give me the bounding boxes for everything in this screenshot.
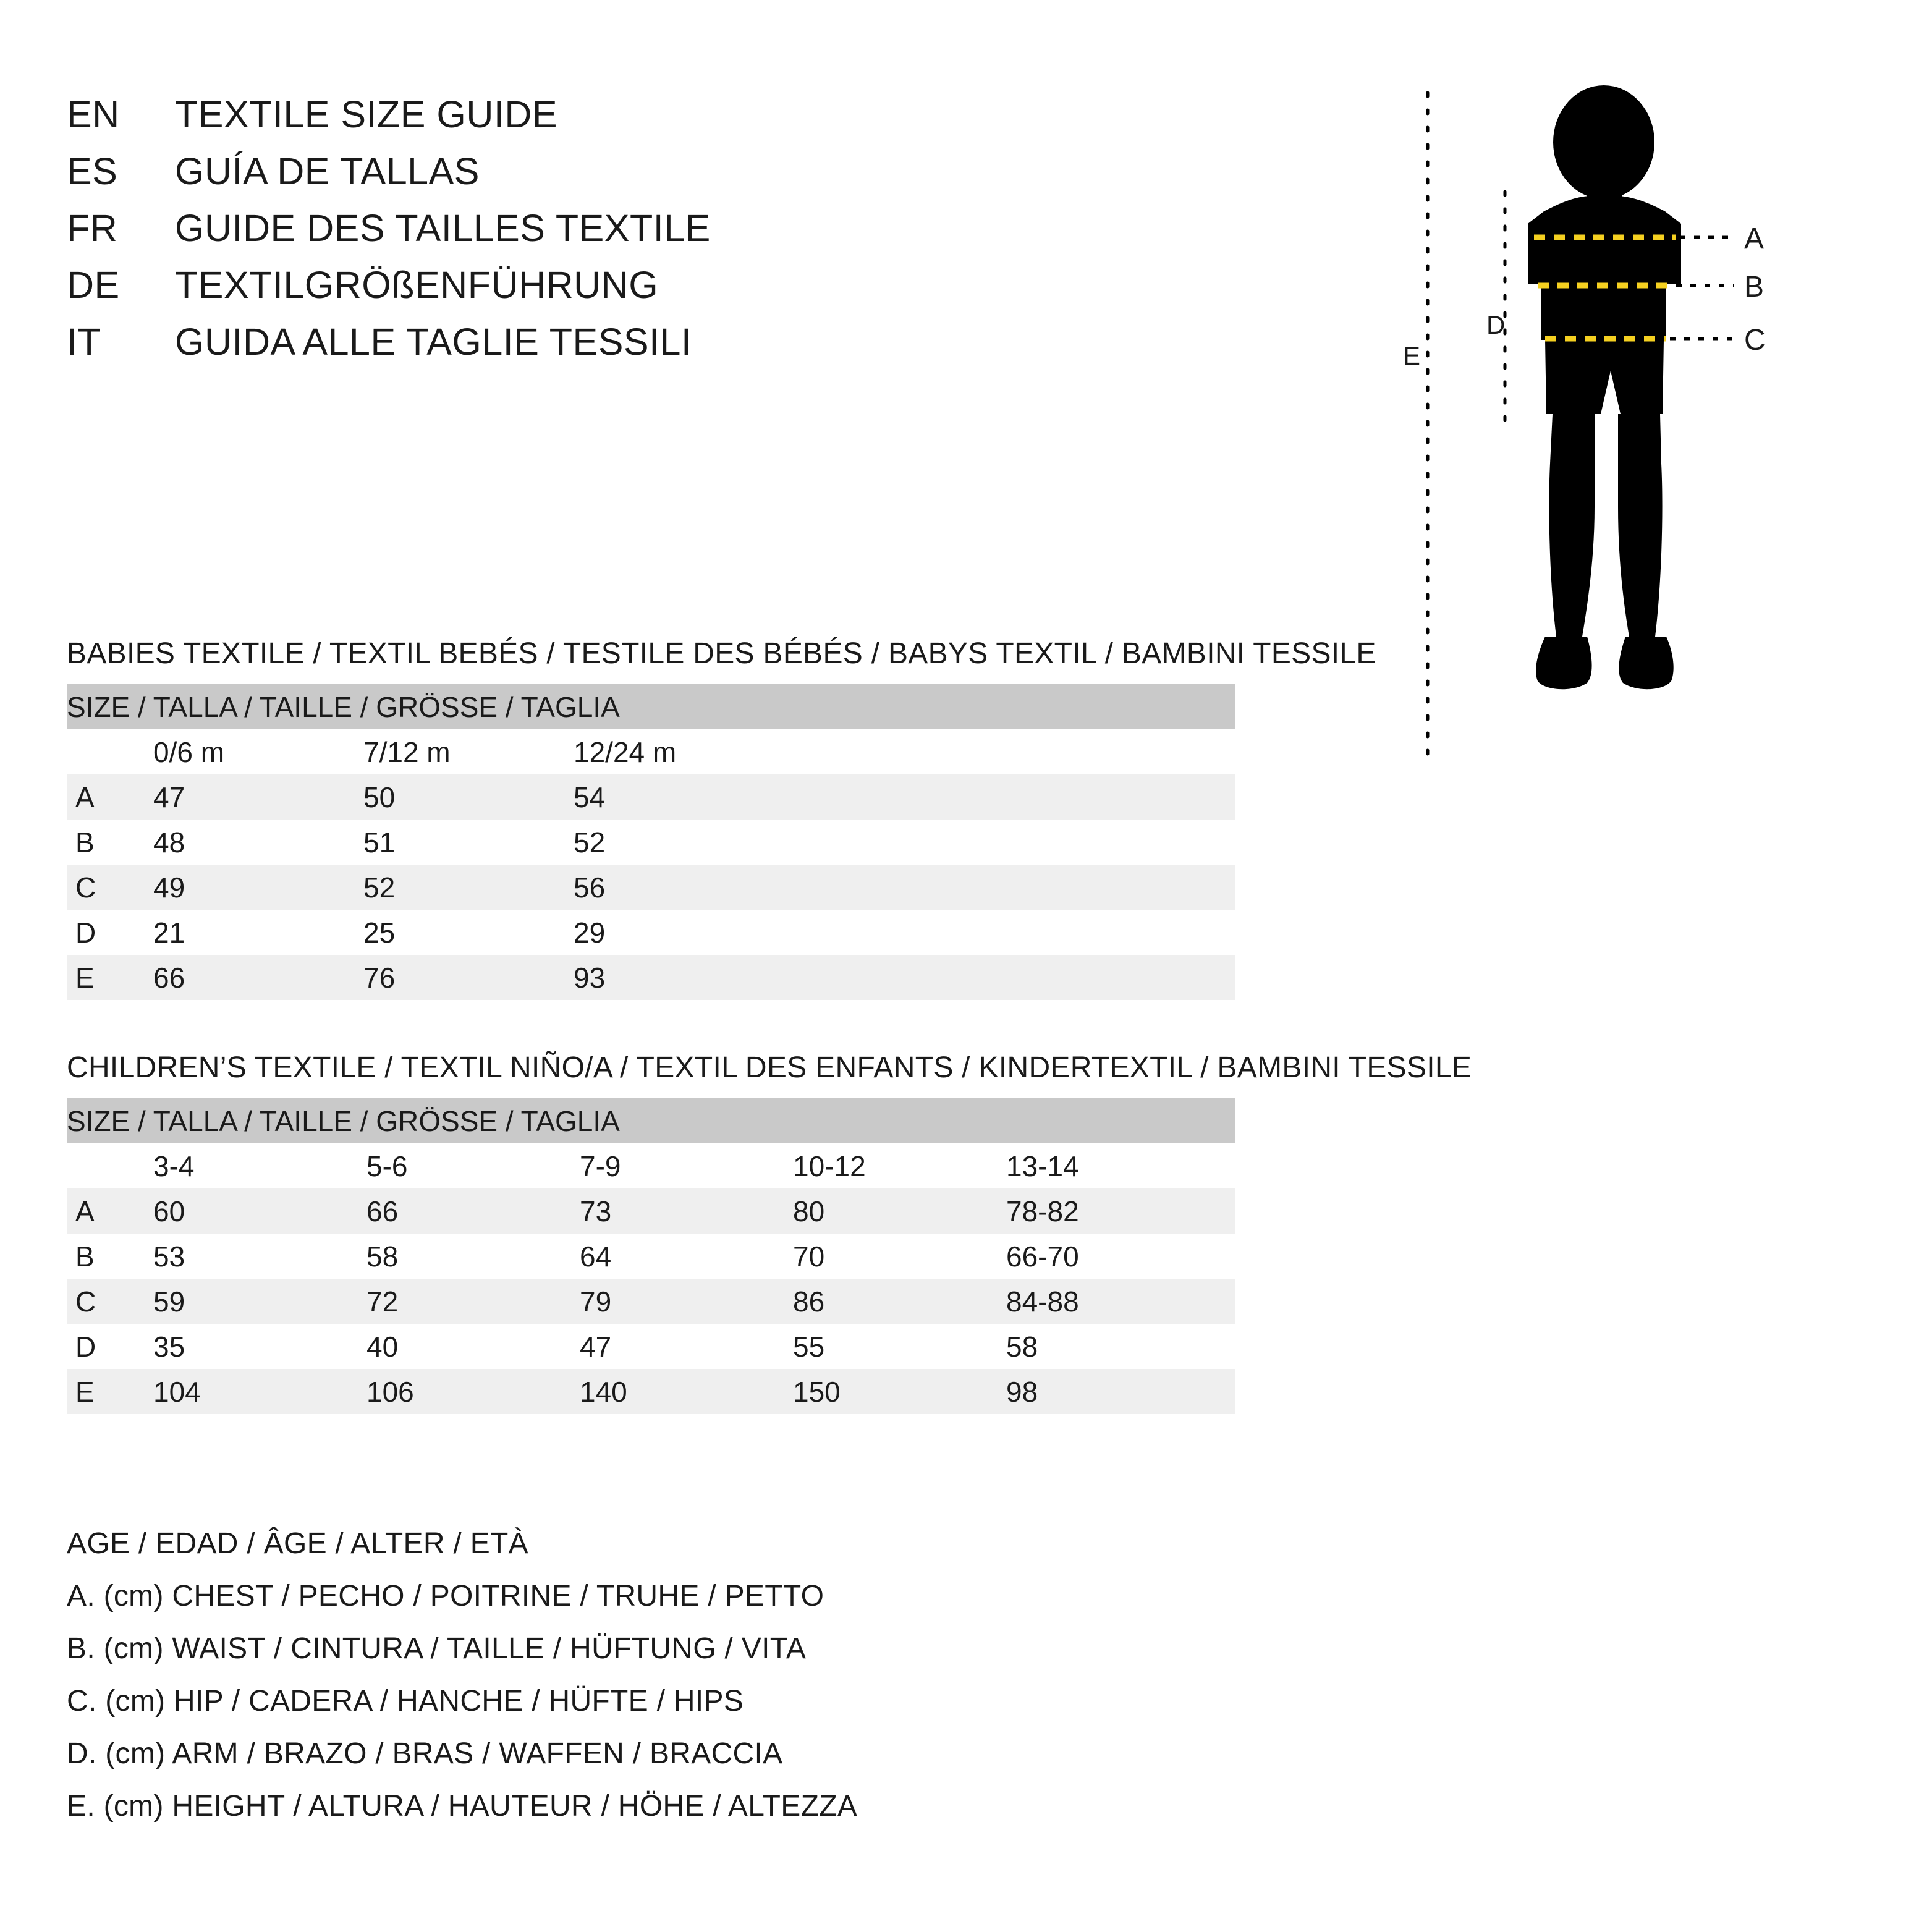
babies-section (67, 637, 1376, 1000)
legend-item: E. (cm) HEIGHT / ALTURA / HAUTEUR / HÖHE / ALTEZZA (67, 1790, 858, 1823)
table-cell: 64 (580, 1234, 793, 1279)
language-code: EN (67, 93, 120, 135)
row-label: E (67, 955, 153, 1000)
table-cell: 52 (363, 865, 574, 910)
language-header-block (67, 93, 1241, 377)
table-cell: 73 (580, 1188, 793, 1234)
table-cell: 40 (366, 1324, 580, 1369)
legend-item: D. (cm) ARM / BRAZO / BRAS / WAFFEN / BRACCIA (67, 1737, 783, 1770)
table-cell: 50 (363, 774, 574, 820)
language-row (67, 320, 1241, 377)
column-header: 12/24 m (574, 729, 784, 774)
table-cell: 76 (363, 955, 574, 1000)
table-header-row (67, 684, 1235, 729)
label-b: B (1744, 271, 1765, 303)
table-row (67, 1188, 1235, 1234)
table-cell: 55 (793, 1324, 1006, 1369)
children-size-table (67, 1098, 1235, 1414)
label-c: C (1744, 324, 1766, 357)
table-cell: 47 (153, 774, 363, 820)
table-cell: 66 (366, 1188, 580, 1234)
language-title: GUIDA ALLE TAGLIE TESSILI (175, 321, 692, 363)
table-cell: 21 (153, 910, 363, 955)
table-cell: 47 (580, 1324, 793, 1369)
legend-item: C. (cm) HIP / CADERA / HANCHE / HÜFTE / HIPS (67, 1685, 744, 1718)
table-cell: 72 (366, 1279, 580, 1324)
table-cell: 25 (363, 910, 574, 955)
column-header: 7-9 (580, 1143, 793, 1188)
table-cell: 59 (153, 1279, 366, 1324)
row-label: B (67, 1234, 153, 1279)
table-cell: 106 (366, 1369, 580, 1414)
table-cell: 78-82 (1006, 1188, 1235, 1234)
table-row (67, 774, 1235, 820)
column-header: 10-12 (793, 1143, 1006, 1188)
label-e: E (1403, 341, 1421, 370)
babies-section-title: BABIES TEXTILE / TEXTIL BEBÉS / TESTILE DES BÉBÉS / BABYS TEXTIL / BAMBINI TESSILE (67, 637, 1376, 670)
table-row (67, 1369, 1235, 1414)
table-row (67, 820, 1235, 865)
legend-title: AGE / EDAD / ÂGE / ALTER / ETÀ (67, 1527, 528, 1560)
language-code: DE (67, 264, 120, 306)
column-header: 5-6 (366, 1143, 580, 1188)
table-cell: 53 (153, 1234, 366, 1279)
corner-cell (67, 1143, 153, 1188)
table-cell: 80 (793, 1188, 1006, 1234)
measurement-figure (1391, 80, 1885, 773)
language-row (67, 93, 1241, 150)
table-cell: 150 (793, 1369, 1006, 1414)
legend-block (67, 1527, 1426, 1842)
language-code: ES (67, 150, 118, 192)
label-d: D (1486, 310, 1506, 339)
row-label: D (67, 910, 153, 955)
table-cell: 49 (153, 865, 363, 910)
table-cell: 79 (580, 1279, 793, 1324)
label-a: A (1744, 222, 1765, 255)
table-row (67, 1324, 1235, 1369)
language-title: GUÍA DE TALLAS (175, 150, 480, 192)
table-cell: 58 (1006, 1324, 1235, 1369)
table-row (67, 1279, 1235, 1324)
table-cell: 29 (574, 910, 784, 955)
column-header: 3-4 (153, 1143, 366, 1188)
row-label: E (67, 1369, 153, 1414)
table-cell: 54 (574, 774, 784, 820)
table-column-row (67, 729, 1235, 774)
table-row (67, 955, 1235, 1000)
language-title: GUIDE DES TAILLES TEXTILE (175, 207, 711, 249)
table-header-row (67, 1098, 1235, 1143)
row-label: C (67, 865, 153, 910)
table-cell: 35 (153, 1324, 366, 1369)
language-code: FR (67, 207, 118, 249)
table-cell: 58 (366, 1234, 580, 1279)
corner-cell (67, 729, 153, 774)
table-cell: 93 (574, 955, 784, 1000)
language-code: IT (67, 321, 101, 363)
table-row (67, 1234, 1235, 1279)
child-silhouette (1528, 85, 1681, 689)
table-cell: 48 (153, 820, 363, 865)
row-label: A (67, 1188, 153, 1234)
language-title: TEXTILGRÖßENFÜHRUNG (175, 264, 659, 306)
children-section-title: CHILDREN’S TEXTILE / TEXTIL NIÑO/A / TEXTIL DES ENFANTS / KINDERTEXTIL / BAMBINI TESSILE (67, 1051, 1472, 1084)
language-title: TEXTILE SIZE GUIDE (175, 93, 558, 135)
column-header: 7/12 m (363, 729, 574, 774)
table-cell: 60 (153, 1188, 366, 1234)
table-cell: 140 (580, 1369, 793, 1414)
babies-table-header: SIZE / TALLA / TAILLE / GRÖSSE / TAGLIA (67, 684, 1235, 729)
table-cell: 66-70 (1006, 1234, 1235, 1279)
table-cell: 84-88 (1006, 1279, 1235, 1324)
legend-item: A. (cm) CHEST / PECHO / POITRINE / TRUHE / PETTO (67, 1580, 824, 1612)
table-row (67, 910, 1235, 955)
legend-item: B. (cm) WAIST / CINTURA / TAILLE / HÜFTUNG / VITA (67, 1632, 807, 1665)
table-cell: 66 (153, 955, 363, 1000)
table-cell: 52 (574, 820, 784, 865)
children-section (67, 1051, 1472, 1414)
babies-size-table (67, 684, 1235, 1000)
language-row (67, 150, 1241, 206)
row-label: B (67, 820, 153, 865)
language-row (67, 206, 1241, 263)
table-cell: 70 (793, 1234, 1006, 1279)
column-header: 13-14 (1006, 1143, 1235, 1188)
children-table-header: SIZE / TALLA / TAILLE / GRÖSSE / TAGLIA (67, 1098, 1235, 1143)
table-cell: 56 (574, 865, 784, 910)
table-cell: 86 (793, 1279, 1006, 1324)
table-column-row (67, 1143, 1235, 1188)
row-label: D (67, 1324, 153, 1369)
row-label: A (67, 774, 153, 820)
table-cell: 104 (153, 1369, 366, 1414)
table-row (67, 865, 1235, 910)
language-row (67, 263, 1241, 320)
row-label: C (67, 1279, 153, 1324)
table-cell: 98 (1006, 1369, 1235, 1414)
column-header: 0/6 m (153, 729, 363, 774)
table-cell: 51 (363, 820, 574, 865)
